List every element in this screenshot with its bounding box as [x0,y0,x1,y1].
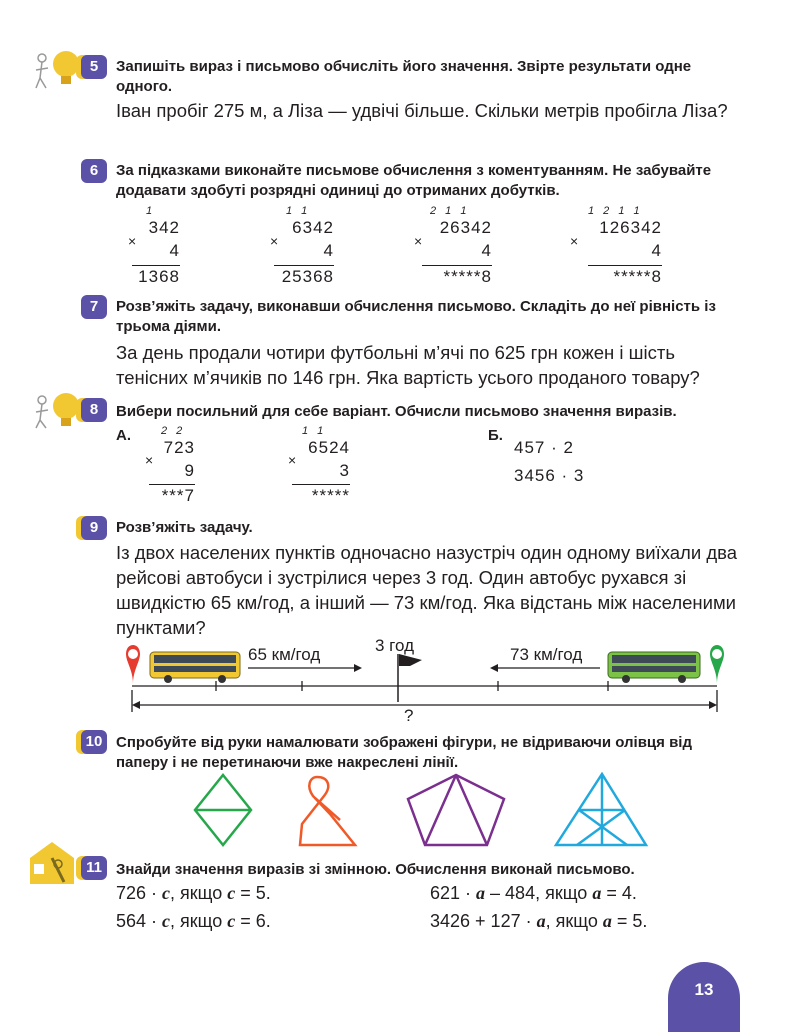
task-instruction: Розв’яжіть задачу. [116,519,253,536]
expression: 457 · 2 [514,438,574,457]
distance-question: ? [404,706,414,725]
bus-icon [608,652,700,683]
task-number-badge: 9 [81,516,107,540]
time-label: 3 год [375,636,415,655]
hourglass-figure [300,777,355,845]
task-number-badge: 11 [81,856,107,880]
task-instruction: Запишіть вираз і письмово обчисліть його значення. Звірте результати одне одного. [116,58,692,95]
task-number-badge: 6 [81,159,107,183]
homework-house-icon [28,838,80,886]
task-instruction: Знайди значення виразів зі змінною. Обчислення виконай письмово. [116,861,635,878]
task-instruction: Вибери посильний для себе варіант. Обчисли письмово значення виразів. [116,403,677,420]
location-pin-icon [710,645,724,684]
task-number-badge: 10 [81,730,107,754]
expression: 3456 · 3 [514,466,585,485]
task-instruction: Розв’яжіть задачу, виконавши обчислення письмово. Складіть до неї рівність із трьома діями. [116,298,716,335]
variant-a-label: А. [116,427,131,444]
task-text: За день продали чотири футбольні м’ячі по 625 грн кожен і шість тенісних м’ячиків по 146 грн. Яка вартість усього проданого товару? [116,342,700,388]
task-number-badge: 7 [81,295,107,319]
figures-drawing [190,772,660,850]
task-text: Із двох населених пунктів одночасно назустріч один одному виїхали два рейсові автобуси і зустрілися через 3 год. Один автобус рухався зі швидкістю 65 км/год, а інший — 73 км/год. Яка відстань між населеними пунктами? [116,542,738,638]
motion-diagram [110,632,750,724]
task-number-badge: 8 [81,398,107,422]
pentagon-figure [408,775,504,845]
speed-label: 65 км/год [248,645,321,664]
expression: 564 · c, якщо c = 6. [116,911,271,931]
task-number-badge: 5 [81,55,107,79]
page-number: 13 [668,962,740,1032]
task-instruction: Спробуйте від руки намалювати зображені фігури, не відриваючи олівця від паперу і не перетинаючи вже накреслені лінії. [116,734,692,771]
task-instruction: За підказками виконайте письмове обчислення з коментуванням. Не забувайте додавати здобуті розрядні одиниці до отриманих добутків. [116,162,712,199]
expression: 621 · a – 484, якщо a = 4. [430,883,637,903]
expression: 3426 + 127 · a, якщо a = 5. [430,911,648,931]
diamond-figure [195,775,251,845]
idea-lightbulb-icon [30,390,82,430]
bus-icon [150,652,240,683]
variant-b-label: Б. [488,427,503,444]
triangle-figure [556,774,646,845]
idea-lightbulb-icon [30,48,82,90]
speed-label: 73 км/год [510,645,583,664]
location-pin-icon [126,645,140,684]
expression: 726 · c, якщо c = 5. [116,883,271,903]
task-text: Іван пробіг 275 м, а Ліза — удвічі більше. Скільки метрів пробігла Ліза? [116,100,728,121]
